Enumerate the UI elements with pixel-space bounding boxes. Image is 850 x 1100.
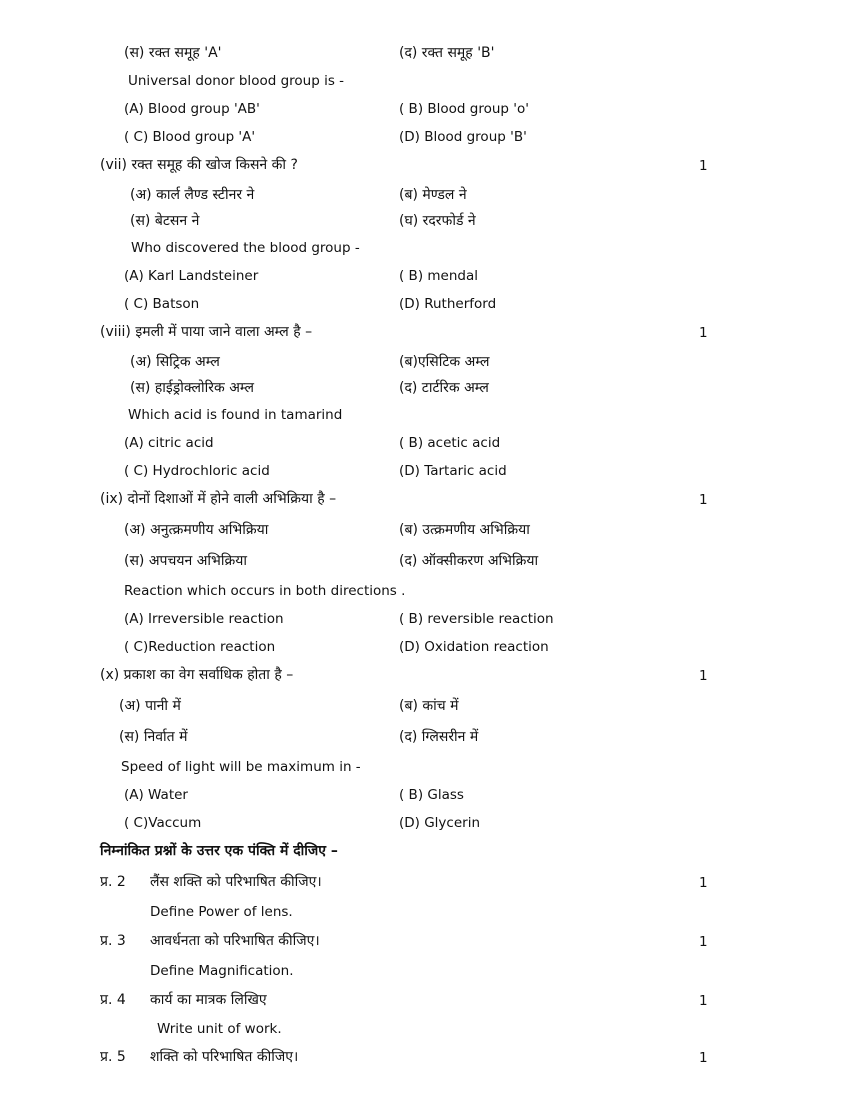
option-hindi: (द) ऑक्सीकरण अभिक्रिया	[399, 553, 539, 569]
question-marks: 1	[699, 934, 708, 950]
option-hindi: (ब) कांच में	[399, 698, 459, 714]
option-english: (A) Karl Landsteiner	[124, 268, 259, 284]
option-c-english: ( C) Blood group 'A'	[124, 129, 256, 145]
option-english: ( B) mendal	[399, 268, 478, 284]
question-english: Which acid is found in tamarind	[128, 407, 343, 423]
option-hindi: (स) बेटसन ने	[130, 213, 200, 229]
option-english: (D) Tartaric acid	[399, 463, 507, 479]
question-hindi: (vii) रक्त समूह की खोज किसने की ?	[100, 157, 298, 173]
option-hindi: (स) अपचयन अभिक्रिया	[124, 553, 248, 569]
question-marks: 1	[699, 875, 708, 891]
option-english: ( B) acetic acid	[399, 435, 501, 451]
option-hindi: (घ) रदरफोर्ड ने	[399, 213, 476, 229]
option-english: ( C)Reduction reaction	[124, 639, 276, 655]
question-hindi: आवर्धनता को परिभाषित कीजिए।	[150, 933, 320, 949]
option-hindi: (अ) सिट्रिक अम्ल	[130, 354, 220, 370]
question-marks: 1	[699, 668, 708, 684]
question-number: प्र. 5	[100, 1049, 126, 1065]
option-sa-hindi: (स) रक्त समूह 'A'	[124, 45, 222, 61]
option-english: (A) Irreversible reaction	[124, 611, 284, 627]
option-english: (D) Glycerin	[399, 815, 481, 831]
question-marks: 1	[699, 993, 708, 1009]
option-english: ( B) reversible reaction	[399, 611, 554, 627]
option-hindi: (अ) कार्ल लैण्ड स्टीनर ने	[130, 187, 255, 203]
option-hindi: (स) हाईड्रोक्लोरिक अम्ल	[130, 380, 254, 396]
option-english: ( C) Hydrochloric acid	[124, 463, 270, 479]
option-english: (A) citric acid	[124, 435, 214, 451]
question-hindi: लैंस शक्ति को परिभाषित कीजिए।	[150, 874, 322, 890]
option-a-english: (A) Blood group 'AB'	[124, 101, 260, 117]
option-d-english: (D) Blood group 'B'	[399, 129, 527, 145]
question-english: Define Power of lens.	[150, 904, 293, 920]
question-marks: 1	[699, 325, 708, 341]
question-english: Speed of light will be maximum in -	[121, 759, 361, 775]
question-number: प्र. 4	[100, 992, 126, 1008]
question-hindi: कार्य का मात्रक लिखिए	[150, 992, 267, 1008]
question-english: Universal donor blood group is -	[128, 73, 345, 89]
question-marks: 1	[699, 158, 708, 174]
option-hindi: (द) ग्लिसरीन में	[399, 729, 479, 745]
question-hindi: (ix) दोनों दिशाओं में होने वाली अभिक्रिया है –	[100, 491, 337, 507]
option-hindi: (ब) मेण्डल ने	[399, 187, 467, 203]
question-hindi: (x) प्रकाश का वेग सर्वाधिक होता है –	[100, 667, 294, 683]
question-hindi: (viii) इमली में पाया जाने वाला अम्ल है –	[100, 324, 313, 340]
option-hindi: (अ) अनुत्क्रमणीय अभिक्रिया	[124, 522, 269, 538]
option-english: (D) Rutherford	[399, 296, 497, 312]
question-english: Reaction which occurs in both directions .	[124, 583, 406, 599]
option-b-english: ( B) Blood group 'o'	[399, 101, 529, 117]
question-hindi: शक्ति को परिभाषित कीजिए।	[150, 1049, 299, 1065]
section-heading: निम्नांकित प्रश्नों के उत्तर एक पंक्ति में दीजिए –	[100, 843, 338, 859]
question-english: Define Magnification.	[150, 963, 294, 979]
option-english: ( B) Glass	[399, 787, 464, 803]
question-marks: 1	[699, 1050, 708, 1066]
option-hindi: (ब)एसिटिक अम्ल	[399, 354, 490, 370]
option-english: (D) Oxidation reaction	[399, 639, 549, 655]
question-number: प्र. 2	[100, 874, 126, 890]
question-english: Write unit of work.	[157, 1021, 282, 1037]
option-hindi: (द) टार्टरिक अम्ल	[399, 380, 489, 396]
option-hindi: (ब) उत्क्रमणीय अभिक्रिया	[399, 522, 530, 538]
option-da-hindi: (द) रक्त समूह 'B'	[399, 45, 495, 61]
option-english: ( C) Batson	[124, 296, 200, 312]
option-english: ( C)Vaccum	[124, 815, 202, 831]
question-marks: 1	[699, 492, 708, 508]
question-number: प्र. 3	[100, 933, 126, 949]
option-hindi: (अ) पानी में	[119, 698, 181, 714]
question-english: Who discovered the blood group -	[131, 240, 360, 256]
option-english: (A) Water	[124, 787, 188, 803]
option-hindi: (स) निर्वात में	[119, 729, 188, 745]
